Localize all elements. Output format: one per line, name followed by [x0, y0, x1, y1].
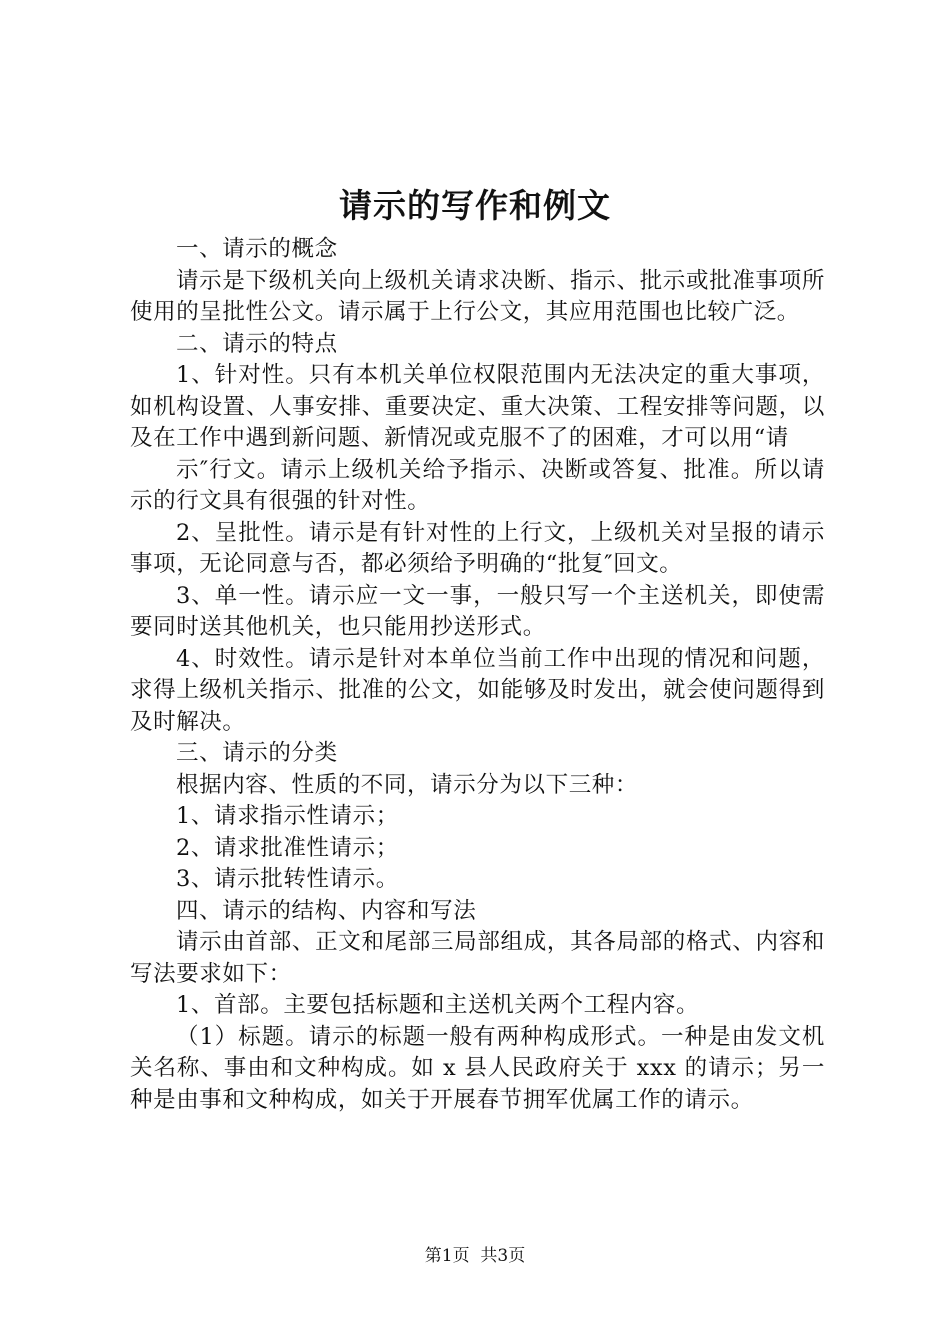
paragraph: 2、呈批性。请示是有针对性的上行文，上级机关对呈报的请示事项，无论同意与否，都必须给予明确的“批复″回文。 [130, 519, 825, 577]
paragraph: 请示由首部、正文和尾部三局部组成，其各局部的格式、内容和写法要求如下： [130, 929, 825, 987]
list-item: 1、请求指示性请示； [176, 803, 399, 829]
paragraph: 1、首部。主要包括标题和主送机关两个工程内容。 [176, 992, 700, 1018]
document-title: 请示的写作和例文 [339, 186, 611, 225]
section-heading: 三、请示的分类 [176, 740, 338, 766]
paragraph: 根据内容、性质的不同，请示分为以下三种： [176, 771, 639, 798]
paragraph: 示″行文。请示上级机关给予指示、决断或答复、批准。所以请示的行文具有很强的针对性。 [130, 456, 825, 514]
list-item: 2、请求批准性请示； [176, 834, 399, 861]
paragraph: 请示是下级机关向上级机关请求决断、指示、批示或批准事项所使用的呈批性公文。请示属于上行公文，其应用范围也比较广泛。 [130, 267, 825, 325]
document-body [130, 234, 825, 1116]
paragraph: 1、针对性。只有本机关单位权限范围内无法决定的重大事项，如机构设置、人事安排、重要决定、重大决策、工程安排等问题，以及在工作中遇到新问题、新情况或克服不了的困难，才可以用“请 [130, 362, 825, 451]
section-heading: 二、请示的特点 [176, 330, 338, 357]
paragraph: 4、时效性。请示是针对本单位当前工作中出现的情况和问题，求得上级机关指示、批准的公文，如能够及时发出，就会使问题得到及时解决。 [130, 645, 825, 735]
page-number: 第1页 共3页 [424, 1246, 526, 1266]
section-heading: 一、请示的概念 [176, 236, 338, 262]
paragraph: （1）标题。请示的标题一般有两种构成形式。一种是由发文机关名称、事由和文种构成。如 x 县人民政府关于 xxx 的请示；另一种是由事和文种构成，如关于开展春节拥军优属工作的请示。 [130, 1023, 825, 1113]
list-item: 3、请示批转性请示。 [176, 866, 399, 892]
section-heading: 四、请示的结构、内容和写法 [176, 897, 477, 924]
paragraph: 3、单一性。请示应一文一事，一般只写一个主送机关，即使需要同时送其他机关，也只能用抄送形式。 [130, 582, 825, 640]
